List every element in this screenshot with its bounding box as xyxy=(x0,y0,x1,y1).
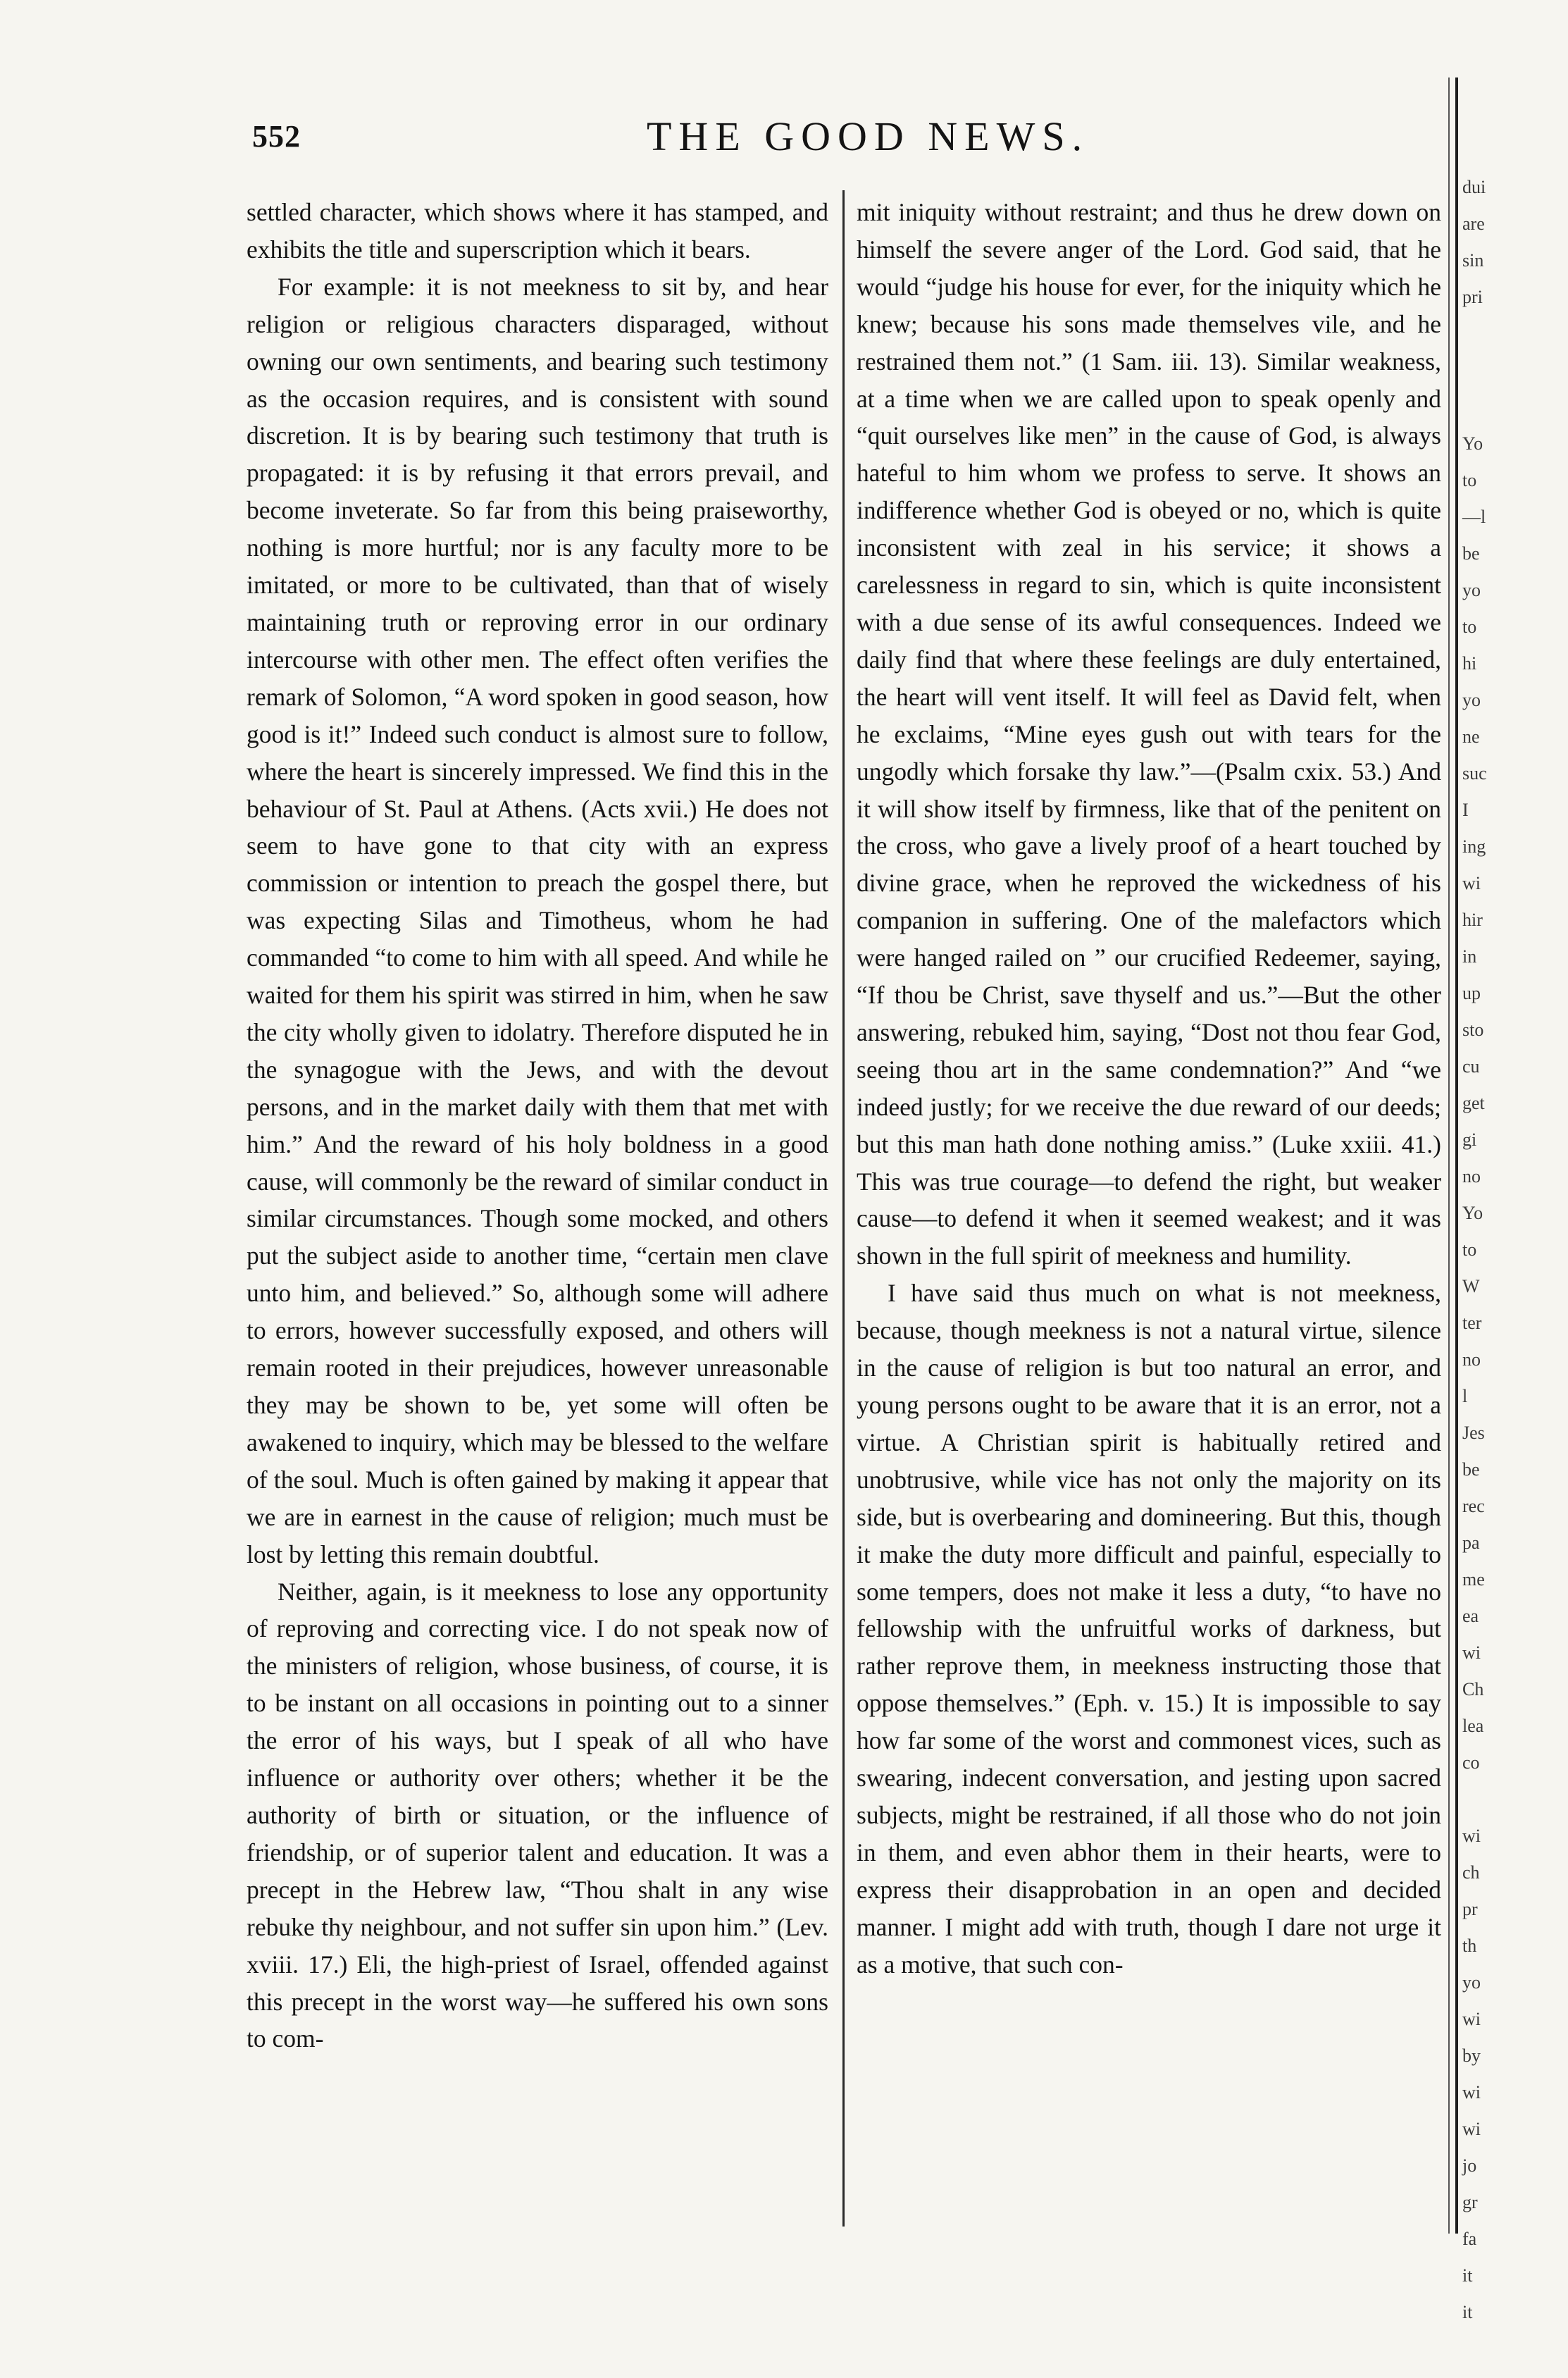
edge-fragment-line: fa xyxy=(1462,2229,1477,2249)
paragraph: For example: it is not meekness to sit by, and hear religion or religious characters disparaged, without owning our own sentiments, and bearing such testimony as the occasion requires, and is consistent with sound discretion. It is by bearing such testimony that truth is propagated: it is by refusing it that errors prevail, and become inveterate. So far from this being praiseworthy, nothing is more hurtful; nor is any faculty more to be imitated, or more to be cultivated, than that of wisely maintaining truth or reproving error in our ordinary intercourse with other men. The effect often verifies the remark of Solomon, “A word spoken in good season, how good is it!” Indeed such conduct is almost sure to follow, where the heart is sincerely impressed. We find this in the behaviour of St. Paul at Athens. (Acts xvii.) He does not seem to have gone to that city with an express commission or intention to preach the gospel there, but was expecting Silas and Timotheus, whom he had commanded “to come to him with all speed. And while he waited for them his spirit was stirred in him, when he saw the city wholly given to idolatry. Therefore disputed he in the synagogue with the Jews, and with the devout persons, and in the market daily with them that met with him.” And the reward of his holy boldness in a good cause, will commonly be the reward of similar conduct in similar circumstances. Though some mocked, and others put the subject aside to another time, “certain men clave unto him, and believed.” So, although some will adhere to errors, however successfully exposed, and others will remain rooted in their prejudices, however unreasonable they may be shown to be, yet some will often be awakened to inquiry, which may be blessed to the welfare of the soul. Much is often gained by making it appear that we are in earnest in the cause of religion; much must be lost by letting this remain doubtful. xyxy=(247,272,828,1568)
edge-fragment-line: Yo xyxy=(1462,1203,1483,1223)
edge-fragment-line: cu xyxy=(1462,1056,1480,1077)
edge-fragment-line: be xyxy=(1462,1459,1480,1480)
edge-fragment-line: th xyxy=(1462,1936,1477,1956)
paragraph: mit iniquity without restraint; and thus he drew down on himself the severe anger of the Lord. God said, that he would “judge his house for ever, for the iniquity which he knew; because his sons made themselves vile, and he restrained them not.” (1 Sam. iii. 13). Similar weakness, at a time when we are called upon to speak openly and “quit ourselves like men” in the cause of God, is always hateful to him whom we profess to serve. It shows an indifference whether God is obeyed or no, which is quite inconsistent with zeal in his service; it shows a carelessness in regard to sin, which is quite inconsistent with a due sense of its awful consequences. Indeed we daily find that where these feelings are duly entertained, the heart will vent itself. It will feel as David felt, when he exclaims, “Mine eyes gush out with tears for the ungodly which forsake thy law.”—(Psalm cxix. 53.) And it will show itself by firmness, like that of the penitent on the cross, who gave a lively proof of a heart touched by divine grace, when he reproved the wickedness of his companion in suffering. One of the malefactors which were hanged railed on ” our crucified Redeemer, saying, “If thou be Christ, save thyself and us.”—But the other answering, rebuked him, saying, “Dost not thou fear God, seeing thou art in the same condemnation?” And “we indeed justly; for we receive the due reward of our deeds; but this man hath done nothing amiss.” (Luke xxiii. 41.) This was true courage—to defend the right, but weaker cause—to defend it when it seemed weakest; and it was shown in the full spirit of meekness and humility. xyxy=(857,198,1441,1270)
edge-fragment-line: to xyxy=(1462,617,1477,637)
edge-fragment-line: it xyxy=(1462,2302,1473,2322)
edge-fragment-line: are xyxy=(1462,213,1485,234)
edge-fragment-line: up xyxy=(1462,983,1481,1003)
edge-fragment-line: l xyxy=(1462,1386,1468,1406)
left-column xyxy=(247,194,828,2223)
right-column xyxy=(857,194,1441,2223)
edge-fragment-line: dui xyxy=(1462,177,1486,197)
edge-fragment-line xyxy=(1462,316,1554,352)
edge-fragment-line: ea xyxy=(1462,1606,1479,1626)
edge-fragment-line: ch xyxy=(1462,1862,1480,1883)
running-title: THE GOOD NEWS. xyxy=(647,113,1090,159)
column-divider xyxy=(842,190,845,2227)
edge-fragment-line: to xyxy=(1462,470,1477,490)
edge-fragment-line: pri xyxy=(1462,287,1483,307)
edge-fragment-line: I xyxy=(1462,800,1469,820)
edge-fragment-line: me xyxy=(1462,1569,1485,1590)
edge-fragment-line: in xyxy=(1462,946,1477,967)
edge-fragment-line: wi xyxy=(1462,1826,1481,1846)
running-header xyxy=(252,113,1351,169)
edge-fragment-line: ing xyxy=(1462,836,1486,857)
edge-fragment-line: pa xyxy=(1462,1532,1480,1553)
edge-fragment-line: lea xyxy=(1462,1716,1484,1736)
edge-fragment-line: sin xyxy=(1462,250,1484,271)
edge-fragment-line: be xyxy=(1462,543,1480,564)
paragraph: I have said thus much on what is not meekness, because, though meekness is not a natural virtue, silence in the cause of religion is but too natural an error, and young persons ought to be aware that it is an error, not a virtue. A Christian spirit is habitually retired and unobtrusive, while vice has not only the majority on its side, but is overbearing and domineering. But this, though it make the duty more difficult and painful, especially to some tempers, does not make it less a duty, “to have no fellowship with the unfruitful works of darkness, but rather reprove them, in meekness instructing those that oppose themselves.” (Eph. v. 15.) It is impossible to say how far some of the worst and commonest vices, such as swearing, indecent conversation, and jesting upon sacred subjects, might be restrained, if all those who do not join in them, and even abhor them in their hearts, were to express their disapprobation in an open and decided manner. I might add with truth, though I dare not urge it as a motive, that such con- xyxy=(857,1279,1441,1978)
edge-fragment-line: no xyxy=(1462,1349,1481,1370)
paragraph: Neither, again, is it meekness to lose any opportunity of reproving and correcting vice. I do not speak now of the ministers of religion, whose business, of course, it is to be instant on all occasions in pointing out to a sinner the error of his ways, but I speak of all who have influence or authority over others; whether it be the authority of birth or situation, or the influence of friendship, or of superior talent and education. It was a precept in the Hebrew law, “Thou shalt in any wise rebuke thy neighbour, and not suffer sin upon him.” (Lev. xviii. 17.) Eli, the high-priest of Israel, offended against this precept in the worst way—he suffered his own sons to com- xyxy=(247,1577,828,2053)
edge-fragment-line: wi xyxy=(1462,873,1481,893)
edge-fragment-line: to xyxy=(1462,1239,1477,1260)
edge-fragment-line: jo xyxy=(1462,2155,1477,2176)
edge-fragment-line: pr xyxy=(1462,1899,1478,1919)
binding-edge-line xyxy=(1448,78,1450,2234)
edge-fragment-line: sto xyxy=(1462,1020,1484,1040)
edge-fragment-line: yo xyxy=(1462,1972,1481,1993)
paragraph: settled character, which shows where it has stamped, and exhibits the title and superscription which it bears. xyxy=(247,198,828,264)
edge-fragment-line: Yo xyxy=(1462,433,1483,454)
edge-fragment-line xyxy=(1462,389,1554,426)
edge-fragment-line: —l xyxy=(1462,507,1486,527)
edge-fragment-line: by xyxy=(1462,2045,1481,2066)
edge-fragment-line: suc xyxy=(1462,763,1487,784)
edge-fragment-line xyxy=(1462,1781,1554,1818)
edge-fragment-line: yo xyxy=(1462,690,1481,710)
edge-fragment-line: W xyxy=(1462,1276,1480,1296)
edge-fragment-line: wi xyxy=(1462,2082,1481,2103)
edge-fragment-line: rec xyxy=(1462,1496,1485,1516)
edge-fragment-line: no xyxy=(1462,1166,1481,1187)
edge-fragment-line: wi xyxy=(1462,2119,1481,2139)
edge-fragment-line: it xyxy=(1462,2265,1473,2286)
edge-fragment-line: gr xyxy=(1462,2192,1478,2212)
edge-fragment-line: gi xyxy=(1462,1129,1477,1150)
edge-fragment-line: yo xyxy=(1462,580,1481,600)
edge-fragment-line: wi xyxy=(1462,2009,1481,2029)
edge-fragment-line: ne xyxy=(1462,726,1480,747)
edge-fragment-line: Ch xyxy=(1462,1679,1484,1699)
edge-fragment-line: Jes xyxy=(1462,1423,1485,1443)
binding-edge xyxy=(1455,78,1458,2234)
edge-fragment-line: co xyxy=(1462,1752,1480,1773)
facing-page-fragment xyxy=(1462,169,1554,2322)
edge-fragment-line: wi xyxy=(1462,1642,1481,1663)
edge-fragment-line: get xyxy=(1462,1093,1485,1113)
edge-fragment-line: hi xyxy=(1462,653,1477,674)
edge-fragment-line: hir xyxy=(1462,910,1483,930)
page-number: 552 xyxy=(252,119,301,154)
edge-fragment-line: ter xyxy=(1462,1313,1482,1333)
edge-fragment-line xyxy=(1462,352,1554,389)
